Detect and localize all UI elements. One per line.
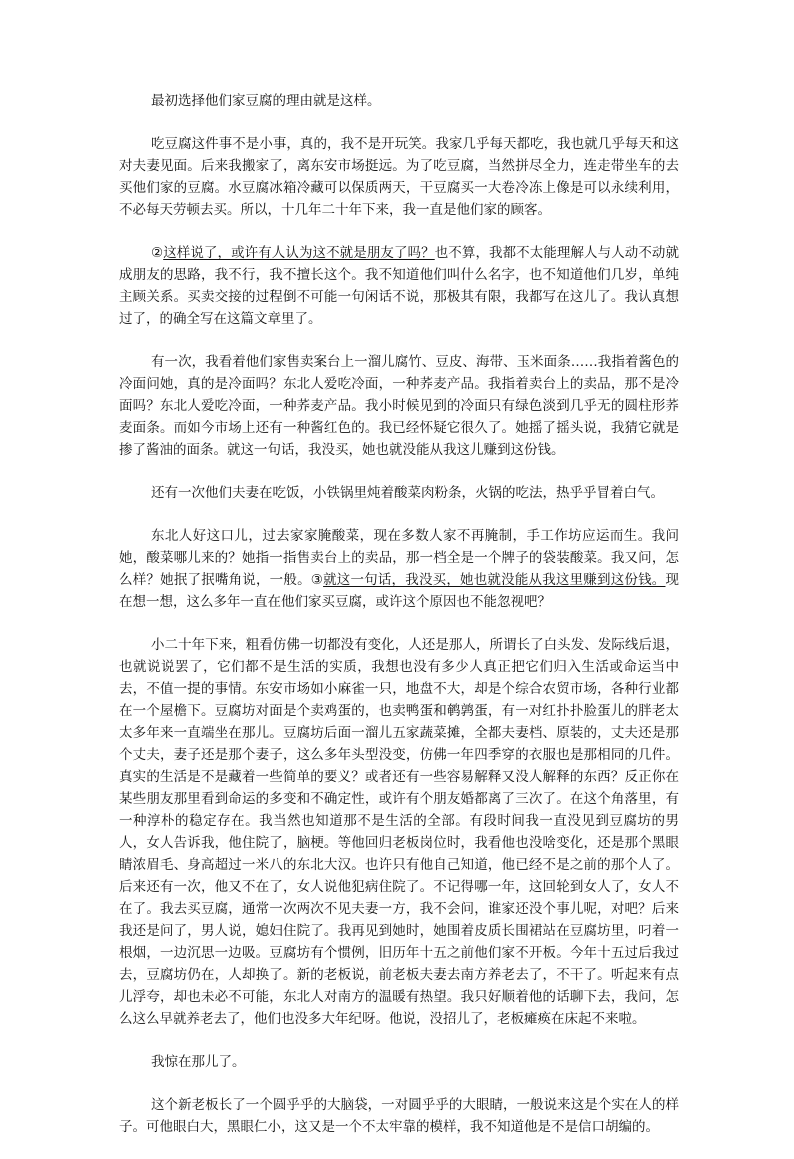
paragraph-3 [119,242,679,330]
paragraph-9 [119,1094,679,1138]
paragraph-7 [119,634,679,1030]
text-run: 也不算，我都不太能理解人与人动不动就成朋友的思路，我不行，我不擅长这个。我不知道他们叫什么名字，也不知道他们几岁，单纯主顾关系。买卖交接的过程倒不可能一句闲话不说，那极其有限，我都写在这儿了。我认真想过了，的确全写在这篇文章里了。 [119,245,680,327]
paragraph-6 [119,525,679,613]
paragraph-2 [119,133,679,221]
text-run: 最初选择他们家豆腐的理由就是这样。 [151,93,381,109]
text-run: 吃豆腐这件事不是小事，真的，我不是开玩笑。我家几乎每天都吃，我也就几乎每天和这对夫妻见面。后来我搬家了，离东安市场挺远。为了吃豆腐，当然拼尽全力，连走带坐车的去买他们家的豆腐。水豆腐冰箱冷藏可以保质两天，干豆腐买一大卷冷冻上像是可以永续利用，不必每天劳顿去买。所以，十几年二十年下来，我一直是他们家的顾客。 [119,136,679,218]
text-run: 还有一次他们夫妻在吃饭，小铁锅里炖着酸菜肉粉条，火锅的吃法，热乎乎冒着白气。 [151,485,664,501]
paragraph-5 [119,482,679,504]
text-run: 我惊在那儿了。 [151,1054,246,1070]
underlined-sentence: 就这一句话，我没买，她也就没能从我这里赚到这份钱。 [323,572,666,588]
paragraph-marker: ② [151,245,164,261]
underlined-question: 这样说了，或许有人认为这不就是朋友了吗？ [163,245,435,261]
paragraph-1 [119,90,679,112]
paragraph-8 [119,1051,679,1073]
text-run: 东北人好这口儿，过去家家腌酸菜，现在多数人家不再腌制，手工作坊应运而生。我问她，酸菜哪儿来的？她指一指售卖台上的卖品，那一档全是一个牌子的袋装酸菜。我又问，怎么样？她抿了抿嘴角说，一般。③ [119,528,679,588]
paragraph-4 [119,351,679,461]
text-run: 小二十年下来，粗看仿佛一切都没有变化，人还是那人，所谓长了白头发、发际线后退，也就说说罢了，它们都不是生活的实质，我想也没有多少人真正把它们归入生活或命运当中去，不值一提的事情。东安市场如小麻雀一只，地盘不大，却是个综合农贸市场，各种行业都在一个屋檐下。豆腐坊对面是个卖鸡蛋的，也卖鸭蛋和鹌鹑蛋，有一对红扑扑脸蛋儿的胖老太太多年来一直端坐在那儿。豆腐坊后面一溜儿五家蔬菜摊，全都夫妻档、原装的，丈夫还是那个丈夫，妻子还是那个妻子，这么多年头型没变，仿佛一年四季穿的衣服也是那相同的几件。真实的生活是不是藏着一些简单的要义？或者还有一些容易解释又没人解释的东西？反正你在某些朋友那里看到命运的多变和不确定性，或许有个朋友婚都离了三次了。在这个角落里，有一种淳朴的稳定存在。我当然也知道那不是生活的全部。有段时间我一直没见到豆腐坊的男人，女人告诉我，他住院了，脑梗。等他回归老板岗位时，我看他也没啥变化，还是那个黑眼睛浓眉毛、身高超过一米八的东北大汉。也许只有他自己知道，他已经不是之前的那个人了。后来还有一次，他又不在了，女人说他犯病住院了。不记得哪一年，这回轮到女人了，女人不在了。我去买豆腐，通常一次两次不见夫妻一方，我不会问，谁家还没个事儿呢，对吧？后来我还是问了，男人说，媳妇住院了。我再见到她时，她围着皮质长围裙站在豆腐坊里，叼着一根烟，一边沉思一边吸。豆腐坊有个惯例，旧历年十五之前他们家不开板。今年十五过后我过去，豆腐坊仍在，人却换了。新的老板说，前老板夫妻去南方养老去了，不干了。听起来有点儿浮夸，却也未必不可能，东北人对南方的温暖有热望。我只好顺着他的话聊下去，我问，怎么这么早就养老去了，他们也没多大年纪呀。他说，没招儿了，老板瘫痪在床起不来啦。 [119,637,679,1027]
text-run: 这个新老板长了一个圆乎乎的大脑袋，一对圆乎乎的大眼睛，一般说来这是个实在人的样子。可他眼白大，黑眼仁小，这又是一个不太牢靠的模样，我不知道他是不是信口胡编的。 [119,1097,679,1135]
text-run: 有一次，我看着他们家售卖案台上一溜儿腐竹、豆皮、海带、玉米面条……我指着酱色的冷面问她，真的是冷面吗？东北人爱吃冷面，一种荞麦产品。我指着卖台上的卖品，那不是冷面吗？东北人爱吃冷面，一种荞麦产品。我小时候见到的冷面只有绿色淡到几乎无的圆柱形荞麦面条。而如今市场上还有一种酱红色的。我已经怀疑它很久了。她摇了摇头说，我猜它就是掺了酱油的面条。就这一句话，我没买，她也就没能从我这儿赚到这份钱。 [119,354,679,458]
text-run: 现在想一想，这么多年一直在他们家买豆腐，或许这个原因也不能忽视吧？ [119,572,679,610]
document-page [119,90,679,1159]
